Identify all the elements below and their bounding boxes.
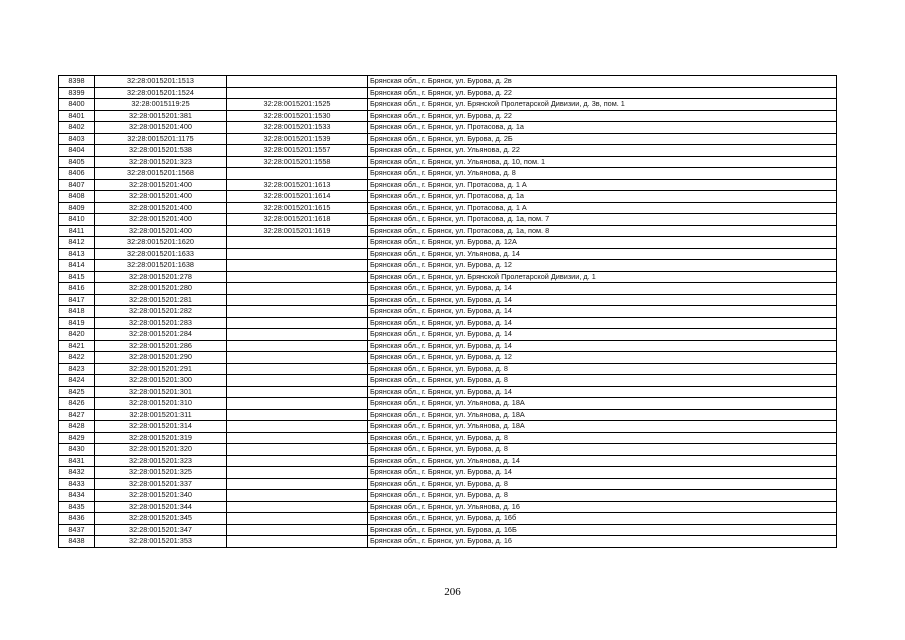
cadastral-number-cell: 32:28:0015201:300 — [95, 375, 227, 387]
cadastral-number-cell: 32:28:0015201:400 — [95, 202, 227, 214]
related-cadastral-number-cell: 32:28:0015201:1539 — [227, 133, 368, 145]
cadastral-number-cell: 32:28:0015201:311 — [95, 409, 227, 421]
cadastral-number-cell: 32:28:0015201:320 — [95, 444, 227, 456]
address-cell: Брянская обл., г. Брянск, ул. Бурова, д. 14 — [368, 294, 837, 306]
row-number-cell: 8419 — [59, 317, 95, 329]
address-cell: Брянская обл., г. Брянск, ул. Бурова, д. 8 — [368, 478, 837, 490]
cadastral-number-cell: 32:28:0015201:538 — [95, 145, 227, 157]
related-cadastral-number-cell — [227, 306, 368, 318]
row-number-cell: 8430 — [59, 444, 95, 456]
address-cell: Брянская обл., г. Брянск, ул. Протасова, д. 1а, пом. 7 — [368, 214, 837, 226]
related-cadastral-number-cell — [227, 398, 368, 410]
related-cadastral-number-cell — [227, 513, 368, 525]
table-row — [59, 398, 837, 410]
related-cadastral-number-cell: 32:28:0015201:1619 — [227, 225, 368, 237]
cadastral-number-cell: 32:28:0015201:323 — [95, 156, 227, 168]
row-number-cell: 8413 — [59, 248, 95, 260]
related-cadastral-number-cell — [227, 524, 368, 536]
related-cadastral-number-cell — [227, 386, 368, 398]
cadastral-number-cell: 32:28:0015201:291 — [95, 363, 227, 375]
cadastral-number-cell: 32:28:0015201:1524 — [95, 87, 227, 99]
related-cadastral-number-cell — [227, 375, 368, 387]
cadastral-number-cell: 32:28:0015201:1633 — [95, 248, 227, 260]
row-number-cell: 8407 — [59, 179, 95, 191]
row-number-cell: 8414 — [59, 260, 95, 272]
address-cell: Брянская обл., г. Брянск, ул. Бурова, д. 8 — [368, 432, 837, 444]
cadastral-number-cell: 32:28:0015201:301 — [95, 386, 227, 398]
row-number-cell: 8431 — [59, 455, 95, 467]
row-number-cell: 8410 — [59, 214, 95, 226]
cadastral-number-cell: 32:28:0015201:325 — [95, 467, 227, 479]
related-cadastral-number-cell: 32:28:0015201:1533 — [227, 122, 368, 134]
address-cell: Брянская обл., г. Брянск, ул. Ульянова, д. 18А — [368, 421, 837, 433]
related-cadastral-number-cell — [227, 490, 368, 502]
related-cadastral-number-cell: 32:28:0015201:1558 — [227, 156, 368, 168]
table-row — [59, 386, 837, 398]
row-number-cell: 8427 — [59, 409, 95, 421]
cadastral-number-cell: 32:28:0015201:400 — [95, 191, 227, 203]
row-number-cell: 8428 — [59, 421, 95, 433]
table-row — [59, 248, 837, 260]
row-number-cell: 8437 — [59, 524, 95, 536]
related-cadastral-number-cell — [227, 352, 368, 364]
row-number-cell: 8420 — [59, 329, 95, 341]
cadastral-number-cell: 32:28:0015201:1638 — [95, 260, 227, 272]
cadastral-number-cell: 32:28:0015201:353 — [95, 536, 227, 548]
table-row — [59, 363, 837, 375]
row-number-cell: 8402 — [59, 122, 95, 134]
row-number-cell: 8429 — [59, 432, 95, 444]
row-number-cell: 8423 — [59, 363, 95, 375]
table-row — [59, 340, 837, 352]
cadastral-number-cell: 32:28:0015201:314 — [95, 421, 227, 433]
related-cadastral-number-cell — [227, 536, 368, 548]
related-cadastral-number-cell — [227, 363, 368, 375]
related-cadastral-number-cell: 32:28:0015201:1615 — [227, 202, 368, 214]
related-cadastral-number-cell — [227, 237, 368, 249]
table-row — [59, 133, 837, 145]
related-cadastral-number-cell — [227, 294, 368, 306]
related-cadastral-number-cell — [227, 329, 368, 341]
address-cell: Брянская обл., г. Брянск, ул. Бурова, д. 8 — [368, 490, 837, 502]
page-number: 206 — [444, 586, 461, 598]
related-cadastral-number-cell: 32:28:0015201:1530 — [227, 110, 368, 122]
address-cell: Брянская обл., г. Брянск, ул. Ульянова, д. 14 — [368, 455, 837, 467]
row-number-cell: 8404 — [59, 145, 95, 157]
address-cell: Брянская обл., г. Брянск, ул. Бурова, д. 2Б — [368, 133, 837, 145]
table-row — [59, 225, 837, 237]
row-number-cell: 8398 — [59, 76, 95, 88]
table-row — [59, 536, 837, 548]
row-number-cell: 8408 — [59, 191, 95, 203]
table-row — [59, 478, 837, 490]
row-number-cell: 8406 — [59, 168, 95, 180]
table-row — [59, 432, 837, 444]
table-row — [59, 168, 837, 180]
row-number-cell: 8433 — [59, 478, 95, 490]
row-number-cell: 8400 — [59, 99, 95, 111]
cadastral-number-cell: 32:28:0015201:323 — [95, 455, 227, 467]
address-cell: Брянская обл., г. Брянск, ул. Бурова, д. 14 — [368, 317, 837, 329]
address-cell: Брянская обл., г. Брянск, ул. Ульянова, д. 8 — [368, 168, 837, 180]
cadastral-number-cell: 32:28:0015201:280 — [95, 283, 227, 295]
related-cadastral-number-cell — [227, 168, 368, 180]
row-number-cell: 8435 — [59, 501, 95, 513]
address-cell: Брянская обл., г. Брянск, ул. Бурова, д. 12 — [368, 352, 837, 364]
related-cadastral-number-cell — [227, 317, 368, 329]
row-number-cell: 8415 — [59, 271, 95, 283]
table-row — [59, 317, 837, 329]
address-cell: Брянская обл., г. Брянск, ул. Ульянова, д. 16 — [368, 501, 837, 513]
related-cadastral-number-cell — [227, 432, 368, 444]
cadastral-number-cell: 32:28:0015201:284 — [95, 329, 227, 341]
address-cell: Брянская обл., г. Брянск, ул. Бурова, д. 8 — [368, 444, 837, 456]
table-row — [59, 490, 837, 502]
table-row — [59, 214, 837, 226]
cadastral-number-cell: 32:28:0015201:283 — [95, 317, 227, 329]
row-number-cell: 8424 — [59, 375, 95, 387]
cadastral-number-cell: 32:28:0015201:281 — [95, 294, 227, 306]
address-cell: Брянская обл., г. Брянск, ул. Брянской Пролетарской Дивизии, д. 3в, пом. 1 — [368, 99, 837, 111]
address-cell: Брянская обл., г. Брянск, ул. Ульянова, д. 10, пом. 1 — [368, 156, 837, 168]
table-row — [59, 524, 837, 536]
cadastral-number-cell: 32:28:0015201:400 — [95, 179, 227, 191]
cadastral-number-cell: 32:28:0015201:1175 — [95, 133, 227, 145]
row-number-cell: 8432 — [59, 467, 95, 479]
row-number-cell: 8418 — [59, 306, 95, 318]
table-row — [59, 501, 837, 513]
table-row — [59, 513, 837, 525]
table-row — [59, 455, 837, 467]
table-row — [59, 122, 837, 134]
address-cell: Брянская обл., г. Брянск, ул. Бурова, д. 14 — [368, 306, 837, 318]
related-cadastral-number-cell — [227, 76, 368, 88]
table-row — [59, 294, 837, 306]
address-cell: Брянская обл., г. Брянск, ул. Бурова, д. 14 — [368, 467, 837, 479]
address-cell: Брянская обл., г. Брянск, ул. Ульянова, д. 14 — [368, 248, 837, 260]
row-number-cell: 8422 — [59, 352, 95, 364]
address-cell: Брянская обл., г. Брянск, ул. Бурова, д. 14 — [368, 283, 837, 295]
cadastral-number-cell: 32:28:0015201:344 — [95, 501, 227, 513]
row-number-cell: 8416 — [59, 283, 95, 295]
address-cell: Брянская обл., г. Брянск, ул. Брянской Пролетарской Дивизии, д. 1 — [368, 271, 837, 283]
table-row — [59, 145, 837, 157]
address-cell: Брянская обл., г. Брянск, ул. Бурова, д. 14 — [368, 340, 837, 352]
cadastral-number-cell: 32:28:0015201:400 — [95, 214, 227, 226]
table-row — [59, 271, 837, 283]
address-cell: Брянская обл., г. Брянск, ул. Протасова, д. 1а, пом. 8 — [368, 225, 837, 237]
row-number-cell: 8399 — [59, 87, 95, 99]
address-cell: Брянская обл., г. Брянск, ул. Бурова, д. 22 — [368, 110, 837, 122]
table-row — [59, 421, 837, 433]
row-number-cell: 8409 — [59, 202, 95, 214]
cadastral-number-cell: 32:28:0015201:340 — [95, 490, 227, 502]
address-cell: Брянская обл., г. Брянск, ул. Бурова, д. 8 — [368, 375, 837, 387]
row-number-cell: 8438 — [59, 536, 95, 548]
cadastral-number-cell: 32:28:0015119:25 — [95, 99, 227, 111]
table-row — [59, 87, 837, 99]
cadastral-number-cell: 32:28:0015201:400 — [95, 225, 227, 237]
row-number-cell: 8401 — [59, 110, 95, 122]
address-cell: Брянская обл., г. Брянск, ул. Бурова, д. 12А — [368, 237, 837, 249]
related-cadastral-number-cell — [227, 421, 368, 433]
address-cell: Брянская обл., г. Брянск, ул. Бурова, д. 14 — [368, 386, 837, 398]
address-cell: Брянская обл., г. Брянск, ул. Бурова, д. 12 — [368, 260, 837, 272]
related-cadastral-number-cell — [227, 409, 368, 421]
related-cadastral-number-cell: 32:28:0015201:1557 — [227, 145, 368, 157]
row-number-cell: 8421 — [59, 340, 95, 352]
cadastral-number-cell: 32:28:0015201:319 — [95, 432, 227, 444]
related-cadastral-number-cell: 32:28:0015201:1613 — [227, 179, 368, 191]
row-number-cell: 8411 — [59, 225, 95, 237]
table-row — [59, 444, 837, 456]
table-row — [59, 99, 837, 111]
table-row — [59, 76, 837, 88]
row-number-cell: 8425 — [59, 386, 95, 398]
address-cell: Брянская обл., г. Брянск, ул. Бурова, д. 16Б — [368, 524, 837, 536]
address-cell: Брянская обл., г. Брянск, ул. Бурова, д. 2в — [368, 76, 837, 88]
related-cadastral-number-cell — [227, 283, 368, 295]
related-cadastral-number-cell — [227, 455, 368, 467]
address-cell: Брянская обл., г. Брянск, ул. Ульянова, д. 18А — [368, 409, 837, 421]
table-row — [59, 329, 837, 341]
related-cadastral-number-cell: 32:28:0015201:1618 — [227, 214, 368, 226]
related-cadastral-number-cell — [227, 271, 368, 283]
table-row — [59, 179, 837, 191]
address-cell: Брянская обл., г. Брянск, ул. Бурова, д. 16б — [368, 513, 837, 525]
related-cadastral-number-cell — [227, 467, 368, 479]
table-row — [59, 306, 837, 318]
cadastral-number-cell: 32:28:0015201:1620 — [95, 237, 227, 249]
cadastral-table — [58, 75, 837, 548]
cadastral-number-cell: 32:28:0015201:400 — [95, 122, 227, 134]
address-cell: Брянская обл., г. Брянск, ул. Протасова, д. 1а — [368, 191, 837, 203]
table-row — [59, 409, 837, 421]
table-row — [59, 237, 837, 249]
row-number-cell: 8405 — [59, 156, 95, 168]
row-number-cell: 8412 — [59, 237, 95, 249]
related-cadastral-number-cell — [227, 478, 368, 490]
cadastral-number-cell: 32:28:0015201:278 — [95, 271, 227, 283]
cadastral-table-body — [59, 76, 837, 548]
related-cadastral-number-cell: 32:28:0015201:1525 — [227, 99, 368, 111]
table-row — [59, 352, 837, 364]
address-cell: Брянская обл., г. Брянск, ул. Ульянова, д. 22 — [368, 145, 837, 157]
table-row — [59, 202, 837, 214]
table-row — [59, 156, 837, 168]
table-row — [59, 191, 837, 203]
cadastral-number-cell: 32:28:0015201:286 — [95, 340, 227, 352]
row-number-cell: 8426 — [59, 398, 95, 410]
row-number-cell: 8403 — [59, 133, 95, 145]
table-row — [59, 467, 837, 479]
cadastral-number-cell: 32:28:0015201:345 — [95, 513, 227, 525]
related-cadastral-number-cell — [227, 260, 368, 272]
address-cell: Брянская обл., г. Брянск, ул. Протасова, д. 1а — [368, 122, 837, 134]
address-cell: Брянская обл., г. Брянск, ул. Бурова, д. 16 — [368, 536, 837, 548]
related-cadastral-number-cell — [227, 444, 368, 456]
cadastral-number-cell: 32:28:0015201:290 — [95, 352, 227, 364]
address-cell: Брянская обл., г. Брянск, ул. Бурова, д. 8 — [368, 363, 837, 375]
related-cadastral-number-cell: 32:28:0015201:1614 — [227, 191, 368, 203]
table-row — [59, 260, 837, 272]
address-cell: Брянская обл., г. Брянск, ул. Протасова, д. 1 А — [368, 202, 837, 214]
related-cadastral-number-cell — [227, 248, 368, 260]
row-number-cell: 8434 — [59, 490, 95, 502]
row-number-cell: 8417 — [59, 294, 95, 306]
cadastral-number-cell: 32:28:0015201:347 — [95, 524, 227, 536]
cadastral-number-cell: 32:28:0015201:1568 — [95, 168, 227, 180]
row-number-cell: 8436 — [59, 513, 95, 525]
table-row — [59, 283, 837, 295]
address-cell: Брянская обл., г. Брянск, ул. Ульянова, д. 18А — [368, 398, 837, 410]
cadastral-number-cell: 32:28:0015201:282 — [95, 306, 227, 318]
cadastral-number-cell: 32:28:0015201:310 — [95, 398, 227, 410]
related-cadastral-number-cell — [227, 87, 368, 99]
table-row — [59, 110, 837, 122]
address-cell: Брянская обл., г. Брянск, ул. Бурова, д. 14 — [368, 329, 837, 341]
cadastral-number-cell: 32:28:0015201:337 — [95, 478, 227, 490]
cadastral-number-cell: 32:28:0015201:1513 — [95, 76, 227, 88]
address-cell: Брянская обл., г. Брянск, ул. Протасова, д. 1 А — [368, 179, 837, 191]
table-row — [59, 375, 837, 387]
cadastral-number-cell: 32:28:0015201:381 — [95, 110, 227, 122]
related-cadastral-number-cell — [227, 501, 368, 513]
related-cadastral-number-cell — [227, 340, 368, 352]
address-cell: Брянская обл., г. Брянск, ул. Бурова, д. 22 — [368, 87, 837, 99]
